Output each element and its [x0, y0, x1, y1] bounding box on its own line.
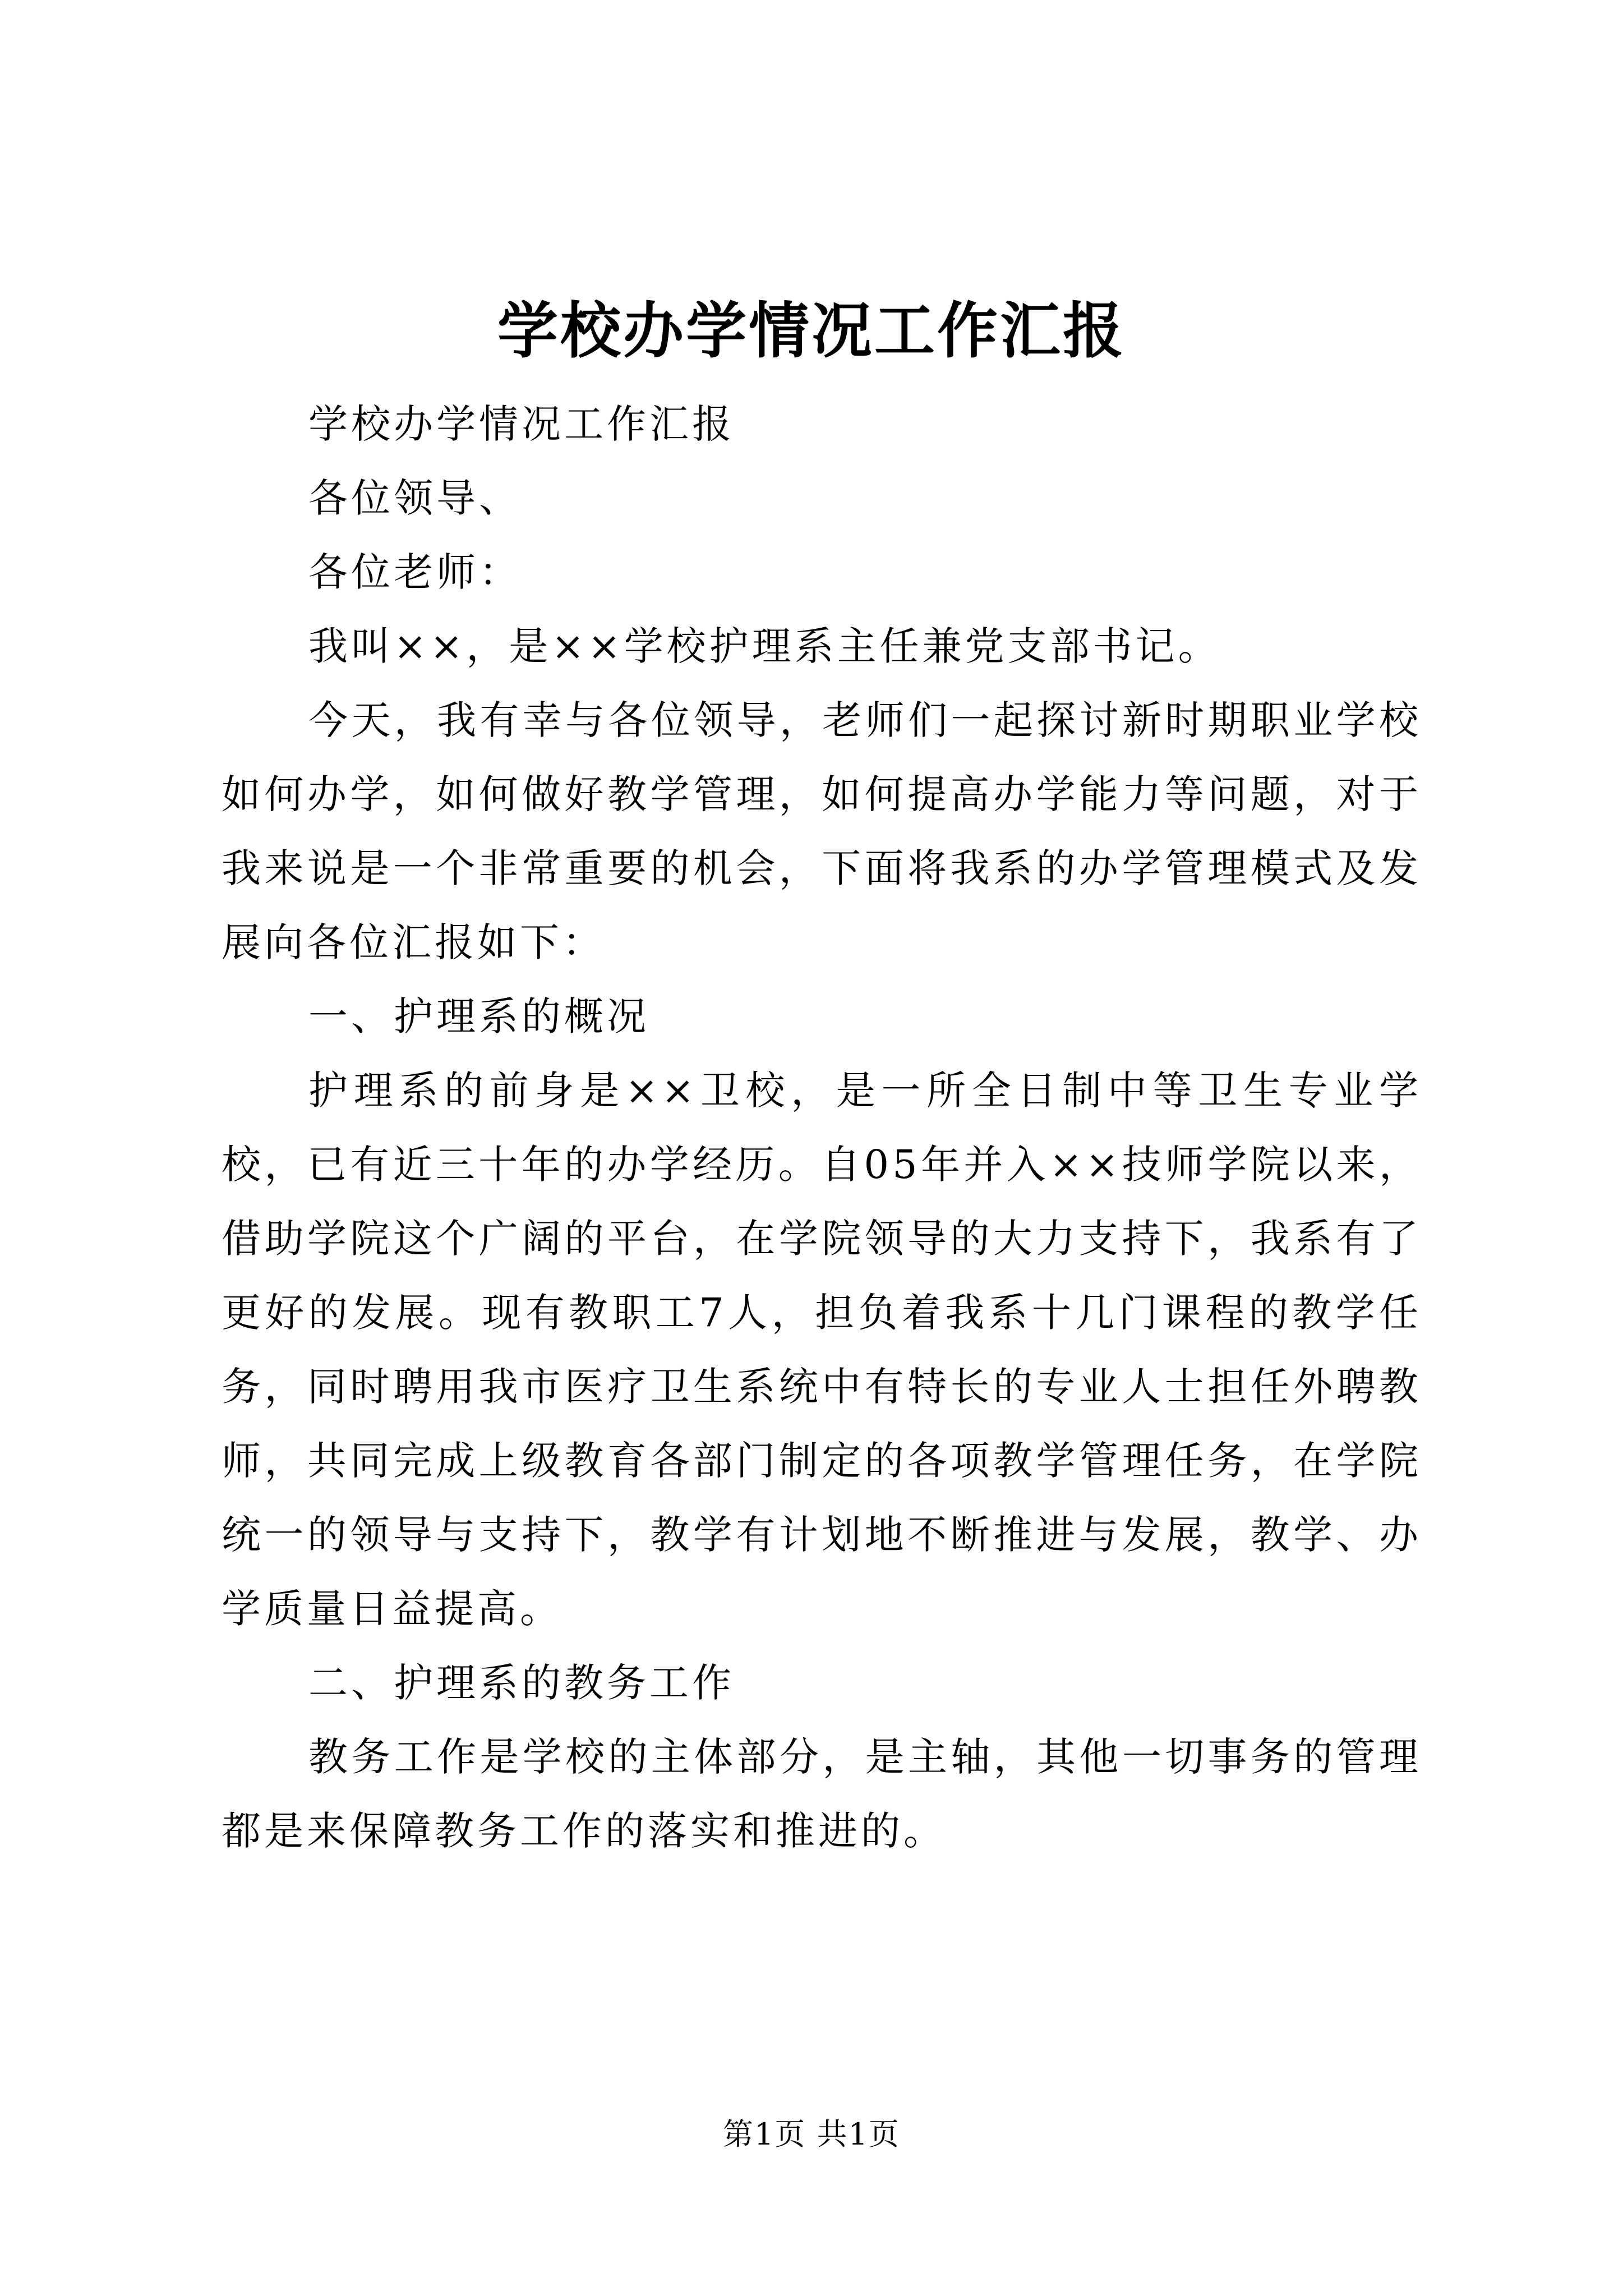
document-title: 学校办学情况工作汇报 [497, 296, 1126, 366]
paragraph-academic-affairs: 教务工作是学校的主体部分，是主轴，其他一切事务的管理都是来保障教务工作的落实和推进的。 [222, 1734, 1422, 1854]
section-heading-overview: 一、护理系的概况 [308, 993, 649, 1039]
paragraph-salutation-teachers: 各位老师： [308, 549, 522, 595]
document-body [222, 387, 1422, 1868]
paragraph-salutation-leaders: 各位领导、 [308, 475, 522, 521]
section-heading-academic-affairs: 二、护理系的教务工作 [308, 1660, 735, 1706]
paragraph-overview: 护理系的前身是××卫校，是一所全日制中等卫生专业学校，已有近三十年的办学经历。自05年并入××技师学院以来，借助学院这个广阔的平台，在学院领导的大力支持下，我系有了更好的发展。现有教职工7人，担负着我系十几门课程的教学任务，同时聘用我市医疗卫生系统中有特长的专业人士担任外聘教师，共同完成上级教育各部门制定的各项教学管理任务，在学院统一的领导与支持下，教学有计划地不断推进与发展，教学、办学质量日益提高。 [222, 1068, 1422, 1632]
paragraph-self-introduction: 我叫××，是××学校护理系主任兼党支部书记。 [308, 623, 1221, 669]
paragraph-subtitle: 学校办学情况工作汇报 [308, 401, 735, 447]
paragraph-opening: 今天，我有幸与各位领导，老师们一起探讨新时期职业学校如何办学，如何做好教学管理，如何提高办学能力等问题，对于我来说是一个非常重要的机会，下面将我系的办学管理模式及发展向各位汇报如下： [222, 697, 1422, 965]
page-footer: 第1页 共1页 [723, 2116, 900, 2152]
